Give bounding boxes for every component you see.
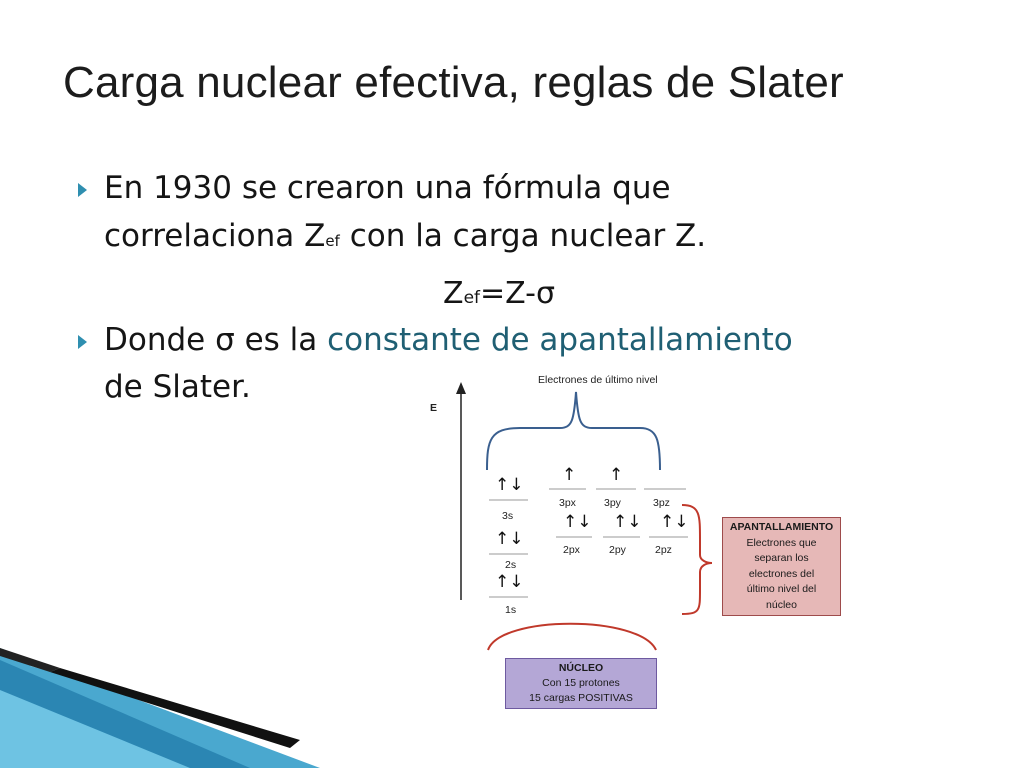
bullet1-line2 (104, 218, 706, 254)
shielding-line: separan los (754, 552, 809, 564)
nucleus-line: Con 15 protones (542, 677, 620, 689)
shielding-line: último nivel del (746, 583, 817, 595)
bullet-arrow-icon (78, 335, 87, 349)
electron-3px: ↑ (562, 465, 577, 485)
formula-z: Z (443, 276, 464, 311)
electron-pair-2py: ↑↓ (613, 512, 642, 532)
electron-3py: ↑ (609, 465, 624, 485)
orbital-label-3pz: 3pz (653, 497, 670, 509)
electron-pair-3s: ↑↓ (495, 475, 524, 495)
electron-pair-2pz: ↑↓ (660, 512, 689, 532)
bullet1-line2-pre: correlaciona Z (104, 218, 326, 254)
electron-pair-2px: ↑↓ (563, 512, 592, 532)
orbital-label-3px: 3px (559, 497, 576, 509)
electron-pair-2s: ↑↓ (495, 529, 524, 549)
orbital-label-3py: 3py (604, 497, 621, 509)
orbital-label-2py: 2py (609, 544, 626, 556)
top-label: Electrones de último nivel (538, 374, 658, 386)
nucleus-box (505, 658, 657, 709)
bullet2-pre: Donde σ es la (104, 322, 328, 358)
orbital-label-2px: 2px (563, 544, 580, 556)
bullet-arrow-icon (78, 183, 87, 197)
bullet2-line2: de Slater. (104, 369, 251, 405)
slide-title: Carga nuclear efectiva, reglas de Slater (63, 58, 844, 107)
bullet1-line1: En 1930 se crearon una fórmula que (104, 170, 671, 206)
orbital-label-3s: 3s (502, 510, 514, 522)
formula-sub: ef (463, 288, 481, 308)
orbital-label-1s: 1s (505, 604, 517, 616)
nucleus-title: NÚCLEO (558, 662, 604, 674)
bullet1-line2-post: con la carga nuclear Z. (339, 218, 707, 254)
bullet2-accent: constante de apantallamiento (327, 322, 793, 358)
orbital-label-2s: 2s (505, 559, 517, 571)
formula (443, 276, 555, 311)
shielding-line: electrones del (748, 567, 815, 580)
shielding-title: APANTALLAMIENTO (729, 521, 834, 533)
shielding-line: núcleo (766, 598, 797, 611)
energy-axis-label: E (430, 402, 438, 414)
nucleus-line: 15 cargas POSITIVAS (529, 692, 633, 704)
bullet2-line1 (104, 322, 793, 358)
zef-subscript: ef (325, 232, 340, 250)
orbital-label-2pz: 2pz (655, 544, 672, 556)
formula-rest: =Z-σ (480, 276, 556, 311)
electron-pair-1s: ↑↓ (495, 572, 524, 592)
shielding-box (722, 517, 841, 616)
shielding-line: Electrones que (746, 536, 817, 549)
